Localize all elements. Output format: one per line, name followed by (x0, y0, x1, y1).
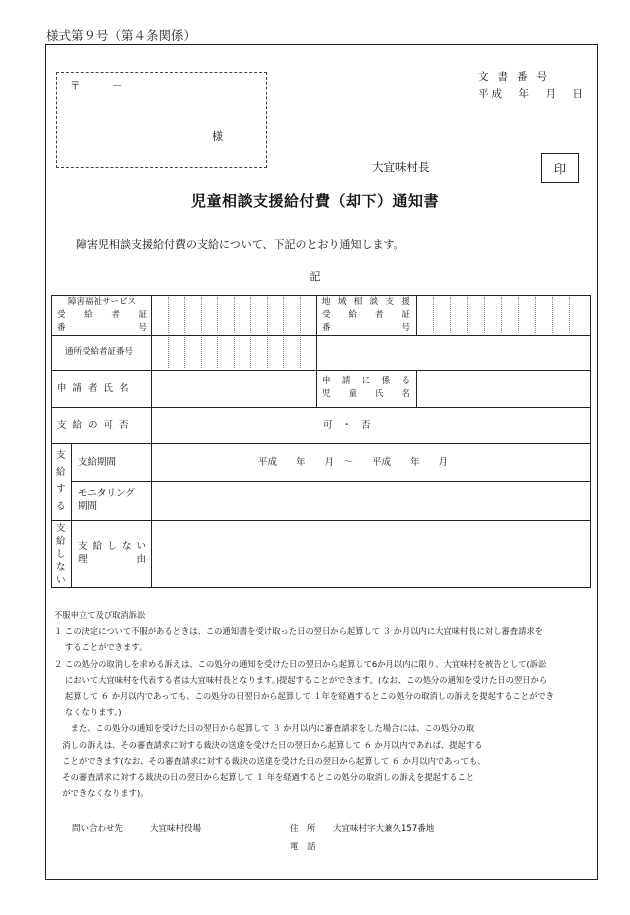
digit-divider (518, 297, 519, 333)
deny-reason-line: 理 由 (78, 554, 146, 565)
digit-divider (535, 297, 536, 333)
digit-divider (433, 297, 434, 333)
digit-divider (300, 337, 301, 368)
community-certificate-line: 番 号 (322, 323, 410, 333)
appeal-notes (54, 607, 594, 801)
deny-reason-label (78, 540, 146, 566)
table-border-bottom (51, 587, 591, 588)
daycare-certificate-label: 通所受給者証番号 (65, 347, 134, 357)
notes-line: 消しの訴えは、その審査請求に対する裁決の送達を受けた日の翌日から起算して ６ か月以内であれば、提起する (54, 739, 483, 750)
digit-divider (184, 297, 185, 333)
welfare-certificate-line: 番 号 (57, 323, 147, 333)
honorific-label: 様 (212, 130, 223, 143)
table-col-divider (416, 370, 417, 407)
digit-divider (217, 337, 218, 368)
approval-label: 支給の可否 (57, 420, 135, 431)
issuer-name: 大宜味村長 (372, 160, 430, 174)
address-label: 住 所 (290, 824, 316, 834)
monitoring-period-label (78, 487, 135, 513)
phone-label: 電 話 (290, 842, 316, 852)
digit-divider (283, 337, 284, 368)
table-row-divider (51, 520, 591, 521)
grant-group-label: 支給する (56, 450, 66, 512)
digit-divider (467, 297, 468, 333)
notes-line: ができなくなります)。 (54, 788, 149, 799)
intro-text: 障害児相談支援給付費の支給について、下記のとおり通知します。 (76, 238, 405, 251)
monitoring-line: 期間 (78, 501, 98, 512)
approval-choice[interactable]: 可 ・ 否 (323, 420, 371, 431)
notes-line: することができます。 (54, 642, 148, 653)
digit-divider (168, 337, 169, 368)
table-row-divider (51, 370, 591, 371)
digit-divider (283, 297, 284, 333)
digit-divider (250, 297, 251, 333)
notes-line: また、この処分の通知を受けた日の翌日から起算して ３ か月以内に審査請求をした場合には、この処分の取 (54, 723, 475, 734)
deny-reason-line: 支 給 し な い (78, 541, 146, 552)
community-certificate-line: 受 給 者 証 (322, 310, 410, 320)
table-col-divider (71, 443, 72, 588)
monitoring-line: モニタリング (78, 488, 135, 499)
grant-period-value[interactable]: 平成 年 月 ～ 平成 年 月 (258, 457, 449, 468)
address-value: 大宜味村字大兼久157番地 (333, 824, 435, 834)
contact-office: 大宜味村役場 (150, 824, 202, 834)
digit-divider (484, 297, 485, 333)
notes-line: において大宜味村を代表する者は大宜味村長となります。)提起することができます。(なお、この処分の通知を受けた日の翌日から (54, 674, 548, 685)
notes-line: その審査請求に対する裁決の日の翌日から起算して １ 年を経過するとこの処分の取消しの訴えを提起すること (54, 772, 475, 783)
digit-divider (267, 337, 268, 368)
digit-divider (234, 337, 235, 368)
table-col-divider (416, 295, 417, 335)
seal-label: 印 (553, 161, 566, 176)
table-row-divider (51, 335, 591, 336)
notes-line: 起算して ６ か月以内であっても、この処分の日翌日から起算して １年を経過するとこの処分の取消しの訴えを提起することができ (54, 691, 554, 702)
ki-marker: 記 (309, 270, 321, 283)
table-border-right (590, 295, 591, 588)
notes-line: なくなります。) (54, 707, 122, 718)
notes-line: ２ この処分の取消しを求める訴えは、この処分の通知を受けた日の翌日から起算して6か月以内に限り、大宜味村を被告として(訴訟 (54, 658, 547, 669)
applicant-name-label: 申請者氏名 (57, 383, 135, 394)
deny-group-label: 支給しない (56, 523, 66, 586)
grant-period-label: 支給期間 (78, 457, 117, 468)
digit-divider (569, 297, 570, 333)
digit-divider (300, 297, 301, 333)
child-name-line: 児 童 氏 名 (322, 389, 410, 399)
welfare-certificate-line: 障害福祉サービス (67, 297, 136, 307)
community-certificate-label (322, 296, 410, 335)
digit-divider (217, 297, 218, 333)
digit-divider (552, 297, 553, 333)
community-certificate-line: 地 域 相 談 支 援 (322, 297, 410, 307)
digit-divider (168, 297, 169, 333)
page-title: 児童相談支援給付費（却下）通知書 (190, 192, 439, 210)
digit-divider (501, 297, 502, 333)
applicant-name-field[interactable] (152, 408, 590, 442)
notes-line: １ この決定について不服があるときは、この通知書を受け取った日の翌日から起算して ３ か月以内に大宜味村長に対し審査請求を (54, 626, 543, 637)
document-date-label: 平成 年 月 日 (478, 88, 586, 100)
digit-divider (201, 297, 202, 333)
postal-code-mark: 〒 － (70, 80, 123, 92)
notes-heading: 不服申立て及び取消訴訟 (54, 610, 146, 620)
document-number-label: 文書番号 (478, 71, 556, 83)
form-number-label: 様式第９号（第４条関係） (46, 28, 197, 43)
notes-line: ことができます(なお、その審査請求に対する裁決の送達を受けた日の翌日から起算して ６ か月以内であっても、 (54, 755, 486, 766)
welfare-certificate-line: 受 給 者 証 (57, 310, 147, 320)
table-col-divider (316, 295, 317, 407)
table-row-divider (71, 481, 591, 482)
digit-divider (201, 337, 202, 368)
digit-divider (184, 337, 185, 368)
table-row-divider (51, 443, 591, 444)
child-name-line: 申 請 に 係 る (322, 376, 410, 386)
contact-label: 問い合わせ先 (72, 824, 124, 834)
seal-box (541, 153, 579, 183)
digit-divider (234, 297, 235, 333)
digit-divider (450, 297, 451, 333)
digit-divider (267, 297, 268, 333)
child-name-label (322, 375, 410, 401)
welfare-certificate-label (57, 296, 147, 335)
digit-divider (250, 337, 251, 368)
decision-table (51, 295, 591, 587)
table-border-left (51, 295, 52, 588)
